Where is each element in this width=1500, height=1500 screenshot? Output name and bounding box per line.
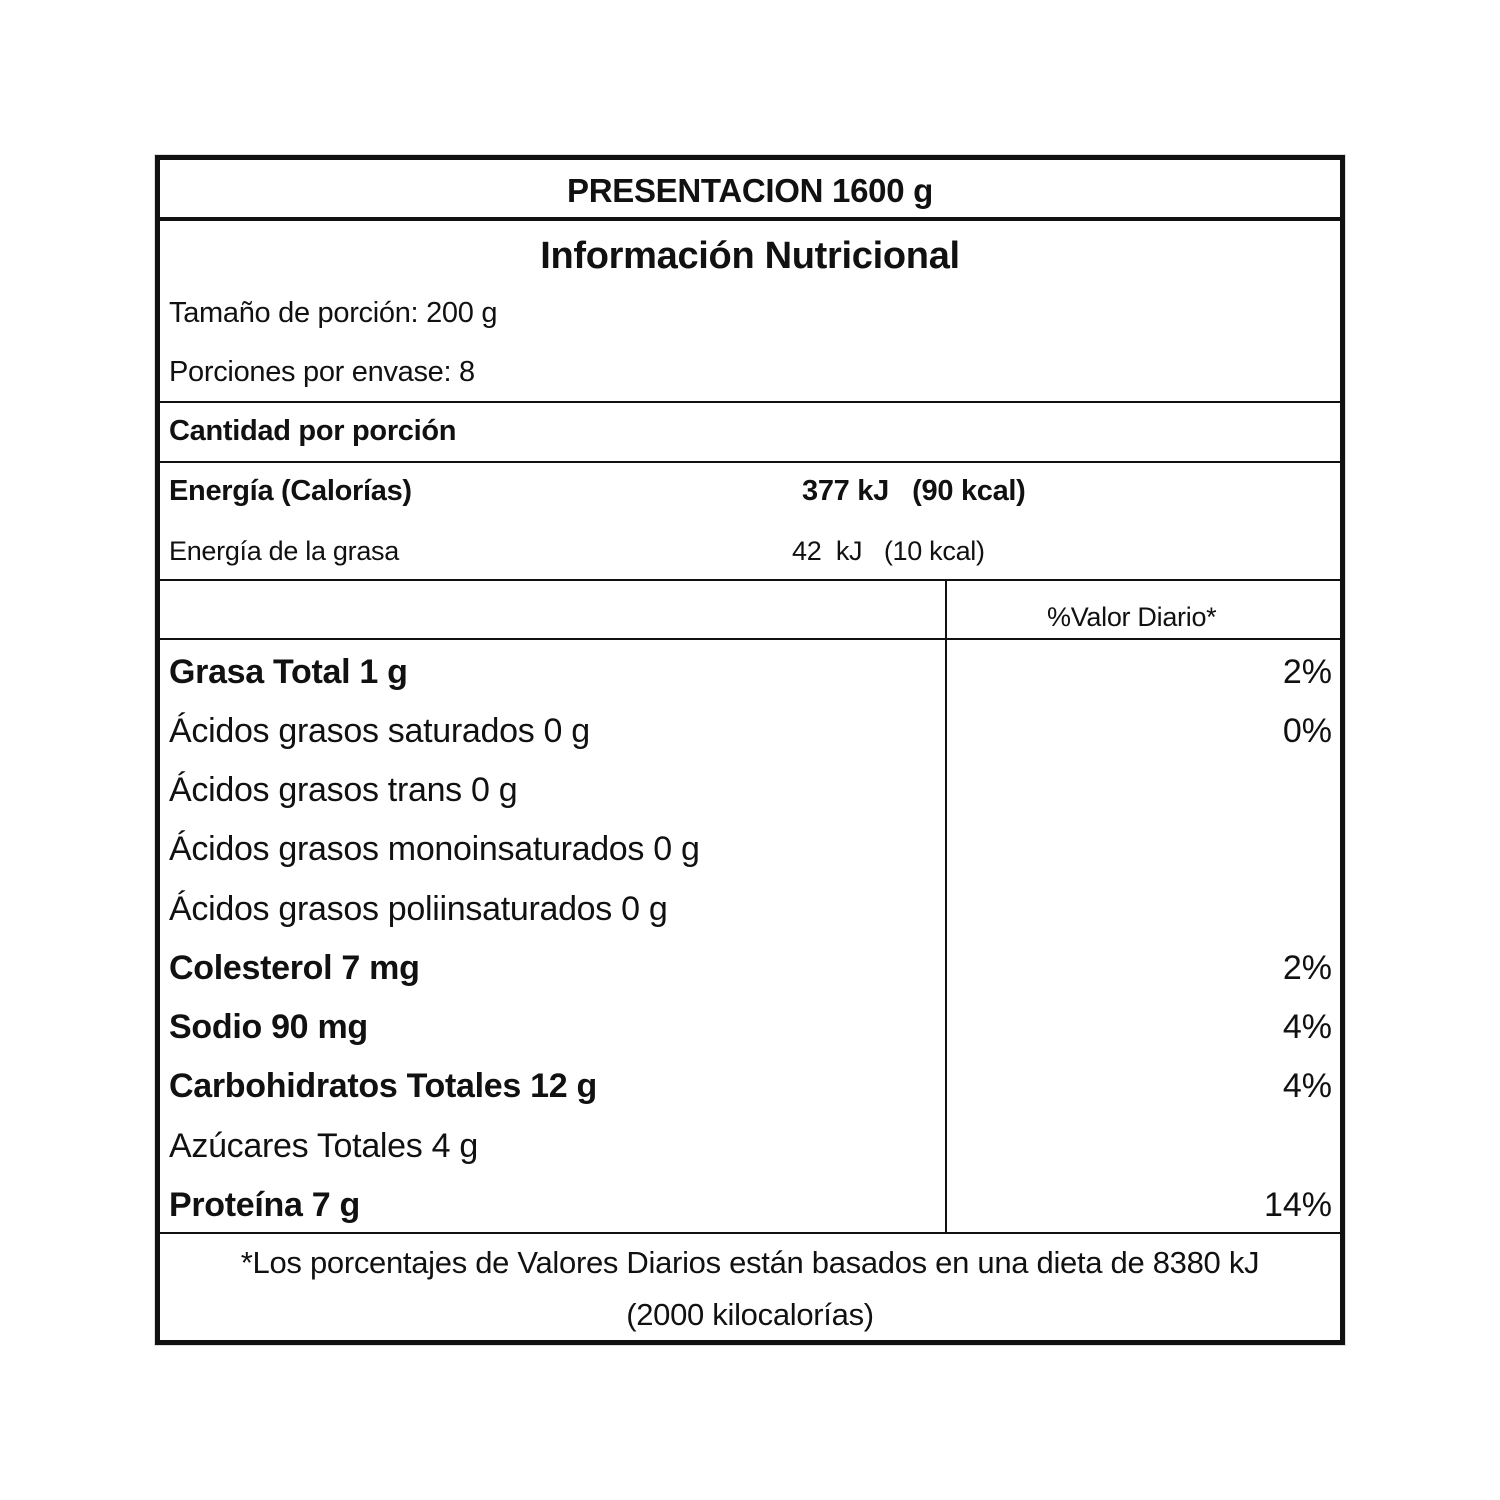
nutrient-label: Ácidos grasos trans 0 g [169, 771, 518, 809]
nutrient-label: Ácidos grasos saturados 0 g [169, 712, 590, 750]
nutrient-dv: 0% [1282, 712, 1332, 750]
divider [160, 579, 1340, 581]
nutrient-label: Proteína 7 g [169, 1186, 361, 1224]
divider [160, 1232, 1340, 1234]
energy-value: 377 kJ (90 kcal) [802, 475, 1026, 507]
nutrient-row-total-fat [160, 653, 1340, 703]
divider [160, 401, 1340, 403]
energy-fat-label: Energía de la grasa [169, 536, 399, 566]
nutrient-label: Carbohidratos Totales 12 g [169, 1067, 597, 1105]
servings-per-container: Porciones por envase: 8 [169, 356, 475, 388]
nutrient-row-cholesterol [160, 949, 1340, 999]
nutrient-label: Colesterol 7 mg [169, 949, 420, 987]
nutrient-row-carbohydrates [160, 1067, 1340, 1117]
divider [160, 638, 1340, 640]
energy-label: Energía (Calorías) [169, 475, 412, 507]
footnote-line-2: (2000 kilocalorías) [626, 1297, 874, 1332]
nutrient-dv: 4% [1282, 1008, 1332, 1046]
nutrient-dv: 14% [1263, 1186, 1332, 1224]
nutrient-dv: 2% [1282, 653, 1332, 691]
nutrient-row-polyunsaturated-fat [160, 890, 1340, 940]
presentation-title: PRESENTACION 1600 g [567, 172, 933, 209]
nutrient-dv: 4% [1282, 1067, 1332, 1105]
label-title: Información Nutricional [540, 235, 960, 277]
nutrient-label: Ácidos grasos monoinsaturados 0 g [169, 830, 700, 868]
nutrition-label [155, 155, 1345, 1345]
nutrient-row-monounsaturated-fat [160, 830, 1340, 880]
footnote-line-1: *Los porcentajes de Valores Diarios están basados en una dieta de 8380 kJ [240, 1245, 1260, 1280]
nutrient-label: Sodio 90 mg [169, 1008, 368, 1046]
nutrient-label: Ácidos grasos poliinsaturados 0 g [169, 890, 668, 928]
nutrient-row-trans-fat [160, 771, 1340, 821]
serving-size: Tamaño de porción: 200 g [169, 297, 498, 329]
divider [160, 461, 1340, 463]
daily-value-header: %Valor Diario* [1047, 602, 1217, 632]
divider [160, 217, 1340, 221]
nutrient-row-saturated-fat [160, 712, 1340, 762]
nutrient-row-sodium [160, 1008, 1340, 1058]
nutrient-row-sugars [160, 1127, 1340, 1177]
nutrient-label: Grasa Total 1 g [169, 653, 408, 691]
nutrient-row-protein [160, 1186, 1340, 1236]
amount-per-serving: Cantidad por porción [169, 415, 457, 447]
nutrient-label: Azúcares Totales 4 g [169, 1127, 478, 1165]
nutrient-dv: 2% [1282, 949, 1332, 987]
energy-fat-value: 42 kJ (10 kcal) [792, 536, 985, 566]
